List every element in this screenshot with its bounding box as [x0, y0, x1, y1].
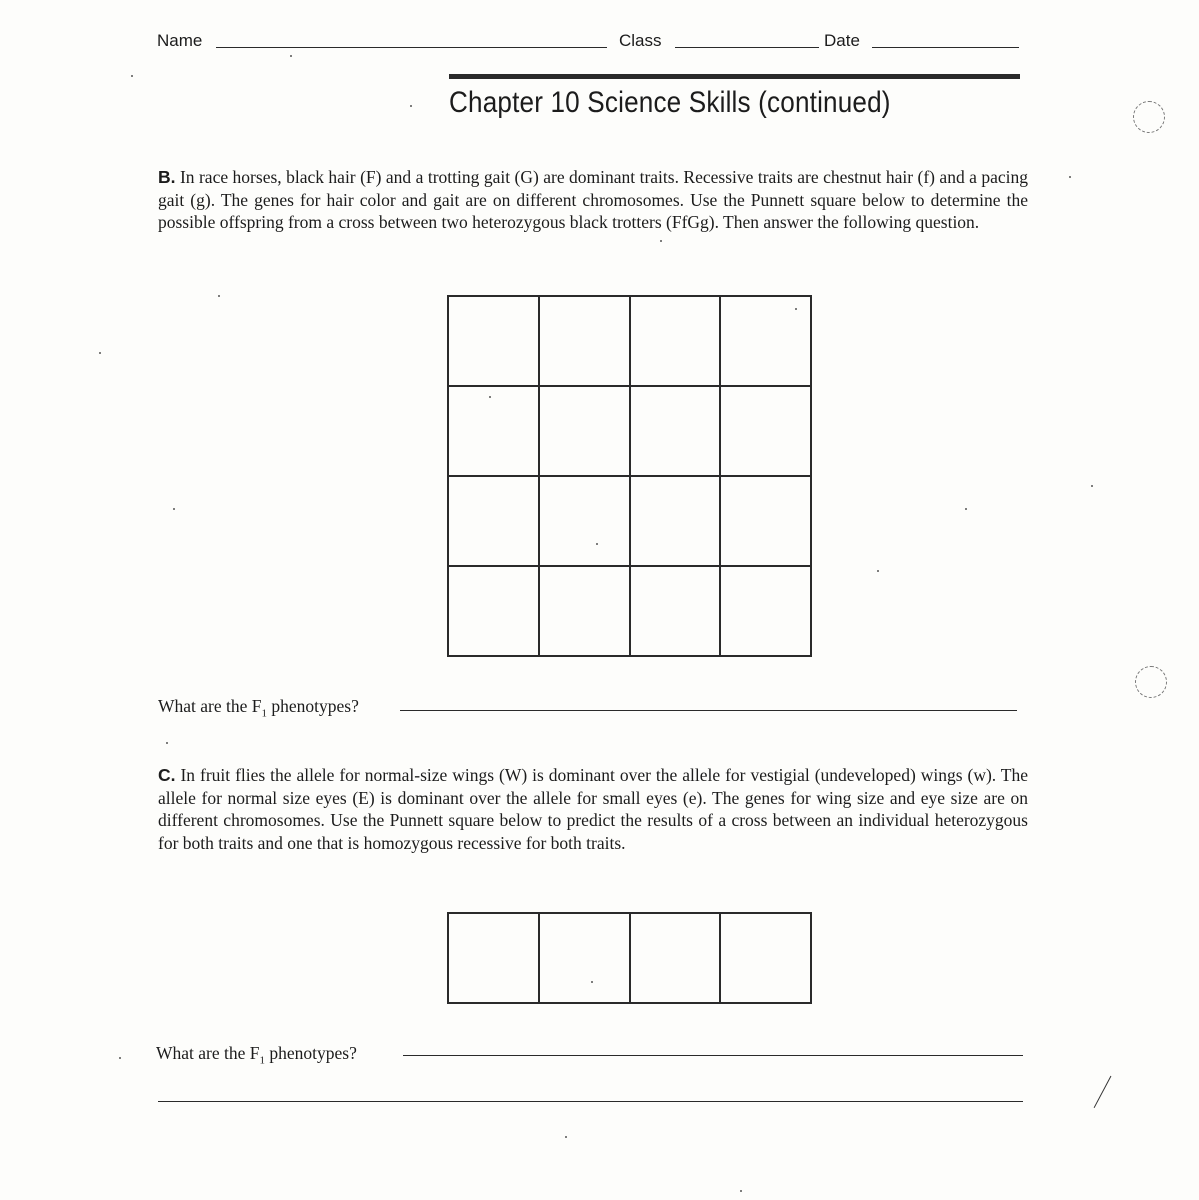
scan-speck: [591, 981, 593, 983]
scan-speck: [795, 308, 797, 310]
section-c-answer-line-2[interactable]: [158, 1101, 1023, 1102]
class-field[interactable]: [675, 47, 819, 48]
punch-hole-mark: [1135, 666, 1167, 698]
punnett-cell[interactable]: [539, 913, 630, 1003]
question-b-subscript: 1: [261, 707, 267, 720]
section-c-text: In fruit flies the allele for normal-size wings (W) is dominant over the allele for vestigial (undeveloped) wings (w). The allele for normal size eyes (E) is dominant over the allele for small eyes (e). The genes for wing size and eye size are on different chromosomes. Use the Punnett square below to predict the results of a cross between an individual heterozygous for both traits and one that is homozygous recessive for both traits.: [158, 765, 1029, 853]
name-field[interactable]: [216, 47, 607, 48]
page-title: Chapter 10 Science Skills (continued): [449, 86, 891, 119]
question-c-text: What are the F: [156, 1043, 260, 1063]
question-b-text: What are the F: [158, 696, 262, 716]
date-label: Date: [824, 31, 860, 50]
punnett-cell[interactable]: [630, 566, 721, 656]
date-field[interactable]: [872, 47, 1019, 48]
scan-speck: [99, 352, 101, 354]
punnett-cell[interactable]: [720, 476, 811, 566]
punnett-cell[interactable]: [630, 913, 721, 1003]
punch-hole-mark: [1133, 101, 1165, 133]
scan-speck: [166, 742, 168, 744]
section-b-text: In race horses, black hair (F) and a trotting gait (G) are dominant traits. Recessive traits are chestnut hair (f) and a pacing gait (g). The genes for hair color and gait are on different chromosomes. Use the Punnett square below to determine the possible offspring from a cross between two heterozygous black trotters (FfGg). Then answer the following question.: [158, 167, 1028, 232]
punnett-cell[interactable]: [539, 476, 630, 566]
punnett-cell[interactable]: [448, 566, 539, 656]
punnett-cell[interactable]: [630, 296, 721, 386]
punnett-cell[interactable]: [630, 386, 721, 476]
name-label: Name: [157, 31, 203, 50]
scan-speck: [410, 105, 412, 107]
punnett-square-1x4: [447, 912, 812, 1004]
pencil-mark: [1094, 1076, 1112, 1108]
question-c-text-end: phenotypes?: [265, 1043, 357, 1063]
scan-speck: [1069, 176, 1071, 178]
question-b-text-end: phenotypes?: [267, 696, 359, 716]
section-b-answer-line[interactable]: [400, 710, 1017, 711]
title-rule: [449, 74, 1020, 79]
scan-speck: [131, 75, 133, 77]
punnett-cell[interactable]: [448, 476, 539, 566]
scan-speck: [660, 240, 662, 242]
scan-speck: [119, 1057, 121, 1059]
section-c-paragraph: [158, 764, 1028, 854]
scan-speck: [565, 1136, 567, 1138]
scan-speck: [173, 508, 175, 510]
question-c-subscript: 1: [259, 1054, 265, 1067]
punnett-square-4x4: [447, 295, 812, 657]
scan-speck: [965, 508, 967, 510]
punnett-cell[interactable]: [720, 566, 811, 656]
scan-speck: [877, 570, 879, 572]
section-b-paragraph: [158, 166, 1028, 234]
punnett-cell[interactable]: [448, 296, 539, 386]
scan-speck: [740, 1190, 742, 1192]
punnett-cell[interactable]: [720, 386, 811, 476]
punnett-cell[interactable]: [720, 913, 811, 1003]
class-label: Class: [619, 31, 662, 50]
section-c-question: [156, 1043, 357, 1067]
scan-speck: [489, 396, 491, 398]
punnett-cell[interactable]: [539, 386, 630, 476]
punnett-cell[interactable]: [720, 296, 811, 386]
scan-speck: [218, 295, 220, 297]
section-c-letter: C.: [158, 765, 176, 785]
scan-speck: [290, 55, 292, 57]
punnett-cell[interactable]: [448, 386, 539, 476]
scan-speck: [596, 543, 598, 545]
punnett-cell[interactable]: [539, 296, 630, 386]
punnett-cell[interactable]: [630, 476, 721, 566]
punnett-cell[interactable]: [539, 566, 630, 656]
scan-speck: [1091, 485, 1093, 487]
section-b-letter: B.: [158, 167, 176, 187]
punnett-cell[interactable]: [448, 913, 539, 1003]
section-b-question: [158, 696, 359, 720]
section-c-answer-line-1[interactable]: [403, 1055, 1023, 1056]
